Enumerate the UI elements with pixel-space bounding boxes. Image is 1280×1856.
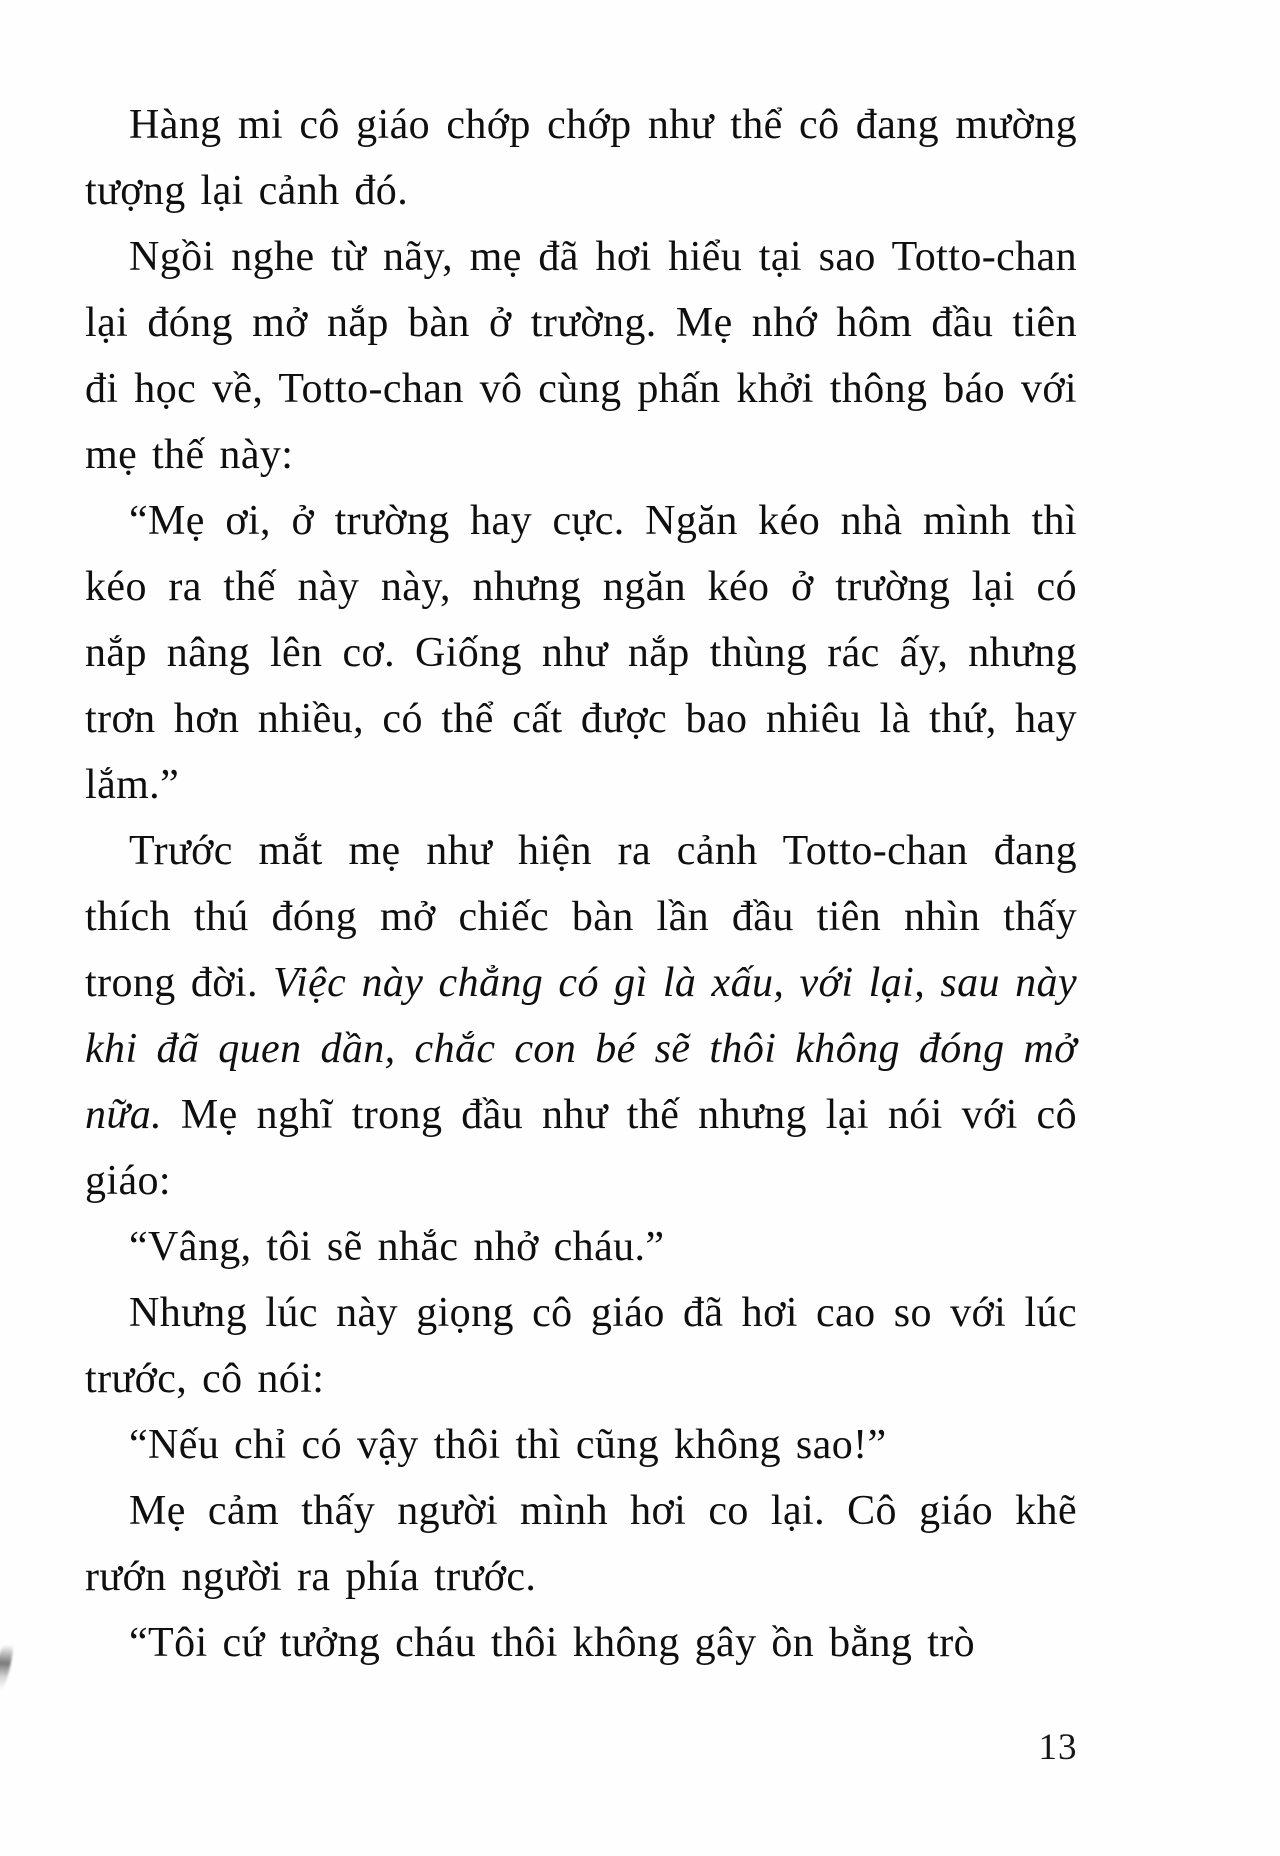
page-text-block <box>85 92 1077 1676</box>
text-segment: Nhưng lúc này giọng cô giáo đã hơi cao so với lúc trước, cô nói: <box>85 1290 1077 1402</box>
paragraph <box>85 1412 1077 1478</box>
paragraph <box>85 1610 1077 1676</box>
text-segment: Hàng mi cô giáo chớp chớp như thể cô đang mường tượng lại cảnh đó. <box>85 102 1077 214</box>
text-segment: “Mẹ ơi, ở trường hay cực. Ngăn kéo nhà mình thì kéo ra thế này này, nhưng ngăn kéo ở trường lại có nắp nâng lên cơ. Giống như nắp thùng rác ấy, nhưng trơn hơn nhiều, có thể cất được bao nhiêu là thứ, hay lắm.” <box>85 498 1077 808</box>
text-segment: Ngồi nghe từ nãy, mẹ đã hơi hiểu tại sao Totto-chan lại đóng mở nắp bàn ở trường. Mẹ nhớ hôm đầu tiên đi học về, Totto-chan vô cùng phấn khởi thông báo với mẹ thế này: <box>85 234 1077 478</box>
text-segment: “Tôi cứ tưởng cháu thôi không gây ồn bằng trò <box>129 1620 976 1666</box>
paragraph <box>85 1478 1077 1610</box>
text-segment: “Vâng, tôi sẽ nhắc nhở cháu.” <box>129 1224 665 1270</box>
page-number: 13 <box>1038 1727 1078 1768</box>
paragraph <box>85 92 1077 224</box>
paragraph <box>85 818 1077 1214</box>
paragraph <box>85 488 1077 818</box>
text-segment: “Nếu chỉ có vậy thôi thì cũng không sao!” <box>129 1422 887 1468</box>
text-segment: Mẹ nghĩ trong đầu như thế nhưng lại nói với cô giáo: <box>85 1092 1077 1204</box>
paragraph <box>85 1280 1077 1412</box>
italic-text-segment: Việc này chẳng có gì là xấu, với lại, sau này khi đã quen dần, chắc con bé sẽ thôi không đóng mở nữa. <box>85 960 1077 1138</box>
paragraph <box>85 224 1077 488</box>
text-segment: Mẹ cảm thấy người mình hơi co lại. Cô giáo khẽ rướn người ra phía trước. <box>85 1488 1077 1600</box>
text-segment: Trước mắt mẹ như hiện ra cảnh Totto-chan đang thích thú đóng mở chiếc bàn lần đầu tiên nhìn thấy trong đời. <box>85 828 1077 1006</box>
paragraph <box>85 1214 1077 1280</box>
scan-smudge-mark <box>0 1639 15 1693</box>
